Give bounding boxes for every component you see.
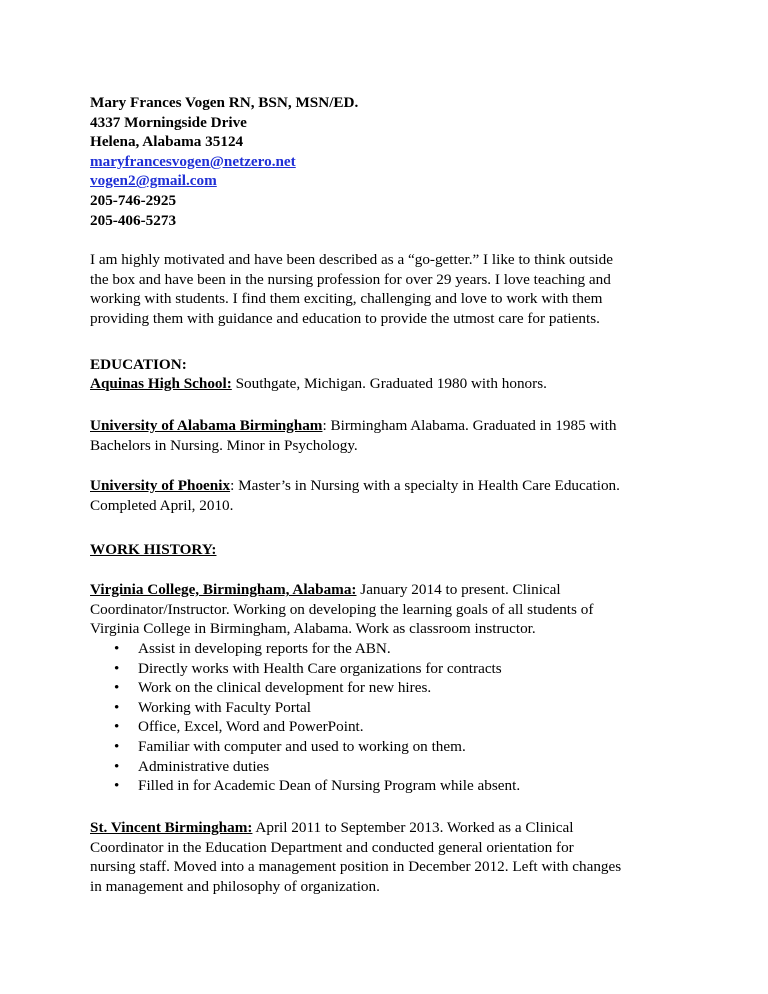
list-item: • Directly works with Health Care organizations for contracts (114, 659, 502, 677)
job-detail: Coordinator/Instructor. Working on developing the learning goals of all students of (90, 600, 594, 618)
list-item: • Work on the clinical development for new hires. (114, 679, 432, 697)
list-item: • Working with Faculty Portal (114, 698, 311, 716)
city-address: Helena, Alabama 35124 (90, 133, 244, 151)
summary-line: the box and have been in the nursing profession for over 29 years. I love teaching and (90, 270, 611, 288)
job-detail: nursing staff. Moved into a management position in December 2012. Left with changes (90, 858, 622, 876)
list-item: • Assist in developing reports for the ABN. (114, 640, 391, 657)
job-detail: Coordinator in the Education Department and conducted general orientation for (90, 838, 574, 856)
list-item: • Filled in for Academic Dean of Nursing Program while absent. (114, 777, 521, 795)
school-detail: Completed April, 2010. (90, 496, 234, 514)
bullet-icon: • (114, 718, 120, 736)
list-item: • Office, Excel, Word and PowerPoint. (114, 718, 364, 736)
phone-2: 205-406-5273 (90, 211, 177, 229)
school-detail: : Birmingham Alabama. Graduated in 1985 with (322, 417, 617, 434)
job-entry (90, 580, 690, 639)
email-link-1[interactable]: maryfrancesvogen@netzero.net (90, 152, 296, 170)
bullet-icon: • (114, 698, 120, 716)
education-entry (90, 416, 690, 455)
job-detail: in management and philosophy of organization. (90, 877, 380, 895)
school-name: University of Phoenix (90, 477, 231, 494)
list-item: • Administrative duties (114, 757, 270, 775)
job-detail: April 2011 to September 2013. Worked as a Clinical (252, 819, 574, 836)
bullet-icon: • (114, 679, 120, 697)
employer-name: St. Vincent Birmingham: (90, 819, 253, 836)
job-duties-list (110, 639, 670, 796)
employer-name: Virginia College, Birmingham, Alabama: (90, 581, 357, 598)
school-name: University of Alabama Birmingham (90, 417, 323, 434)
work-history-heading: WORK HISTORY: (90, 541, 217, 558)
email-link-2[interactable]: vogen2@gmail.com (90, 172, 217, 190)
bullet-icon: • (114, 737, 120, 755)
education-entry (90, 374, 690, 394)
school-detail: Bachelors in Nursing. Minor in Psychology. (90, 436, 358, 454)
education-heading: EDUCATION: (90, 356, 187, 373)
summary-line: I am highly motivated and have been described as a “go-getter.” I like to think outside (90, 251, 613, 268)
bullet-icon: • (114, 777, 120, 795)
school-name: Aquinas High School: (90, 375, 232, 392)
job-detail: Virginia College in Birmingham, Alabama. Work as classroom instructor. (90, 620, 536, 638)
contact-block (90, 93, 690, 230)
job-detail: January 2014 to present. Clinical (356, 581, 561, 598)
school-detail: Southgate, Michigan. Graduated 1980 with honors. (231, 375, 547, 392)
summary-paragraph (90, 250, 690, 328)
applicant-name: Mary Frances Vogen RN, BSN, MSN/ED. (90, 94, 359, 111)
summary-line: working with students. I find them exciting, challenging and love to work with them (90, 290, 603, 308)
school-detail: : Master’s in Nursing with a specialty in Health Care Education. (230, 477, 620, 494)
street-address: 4337 Morningside Drive (90, 113, 247, 131)
bullet-icon: • (114, 640, 120, 657)
bullet-icon: • (114, 757, 120, 775)
summary-line: providing them with guidance and education to provide the utmost care for patients. (90, 309, 600, 327)
education-entry (90, 476, 690, 515)
bullet-icon: • (114, 659, 120, 677)
list-item: • Familiar with computer and used to working on them. (114, 737, 466, 755)
phone-1: 205-746-2925 (90, 191, 177, 209)
job-entry (90, 818, 690, 896)
